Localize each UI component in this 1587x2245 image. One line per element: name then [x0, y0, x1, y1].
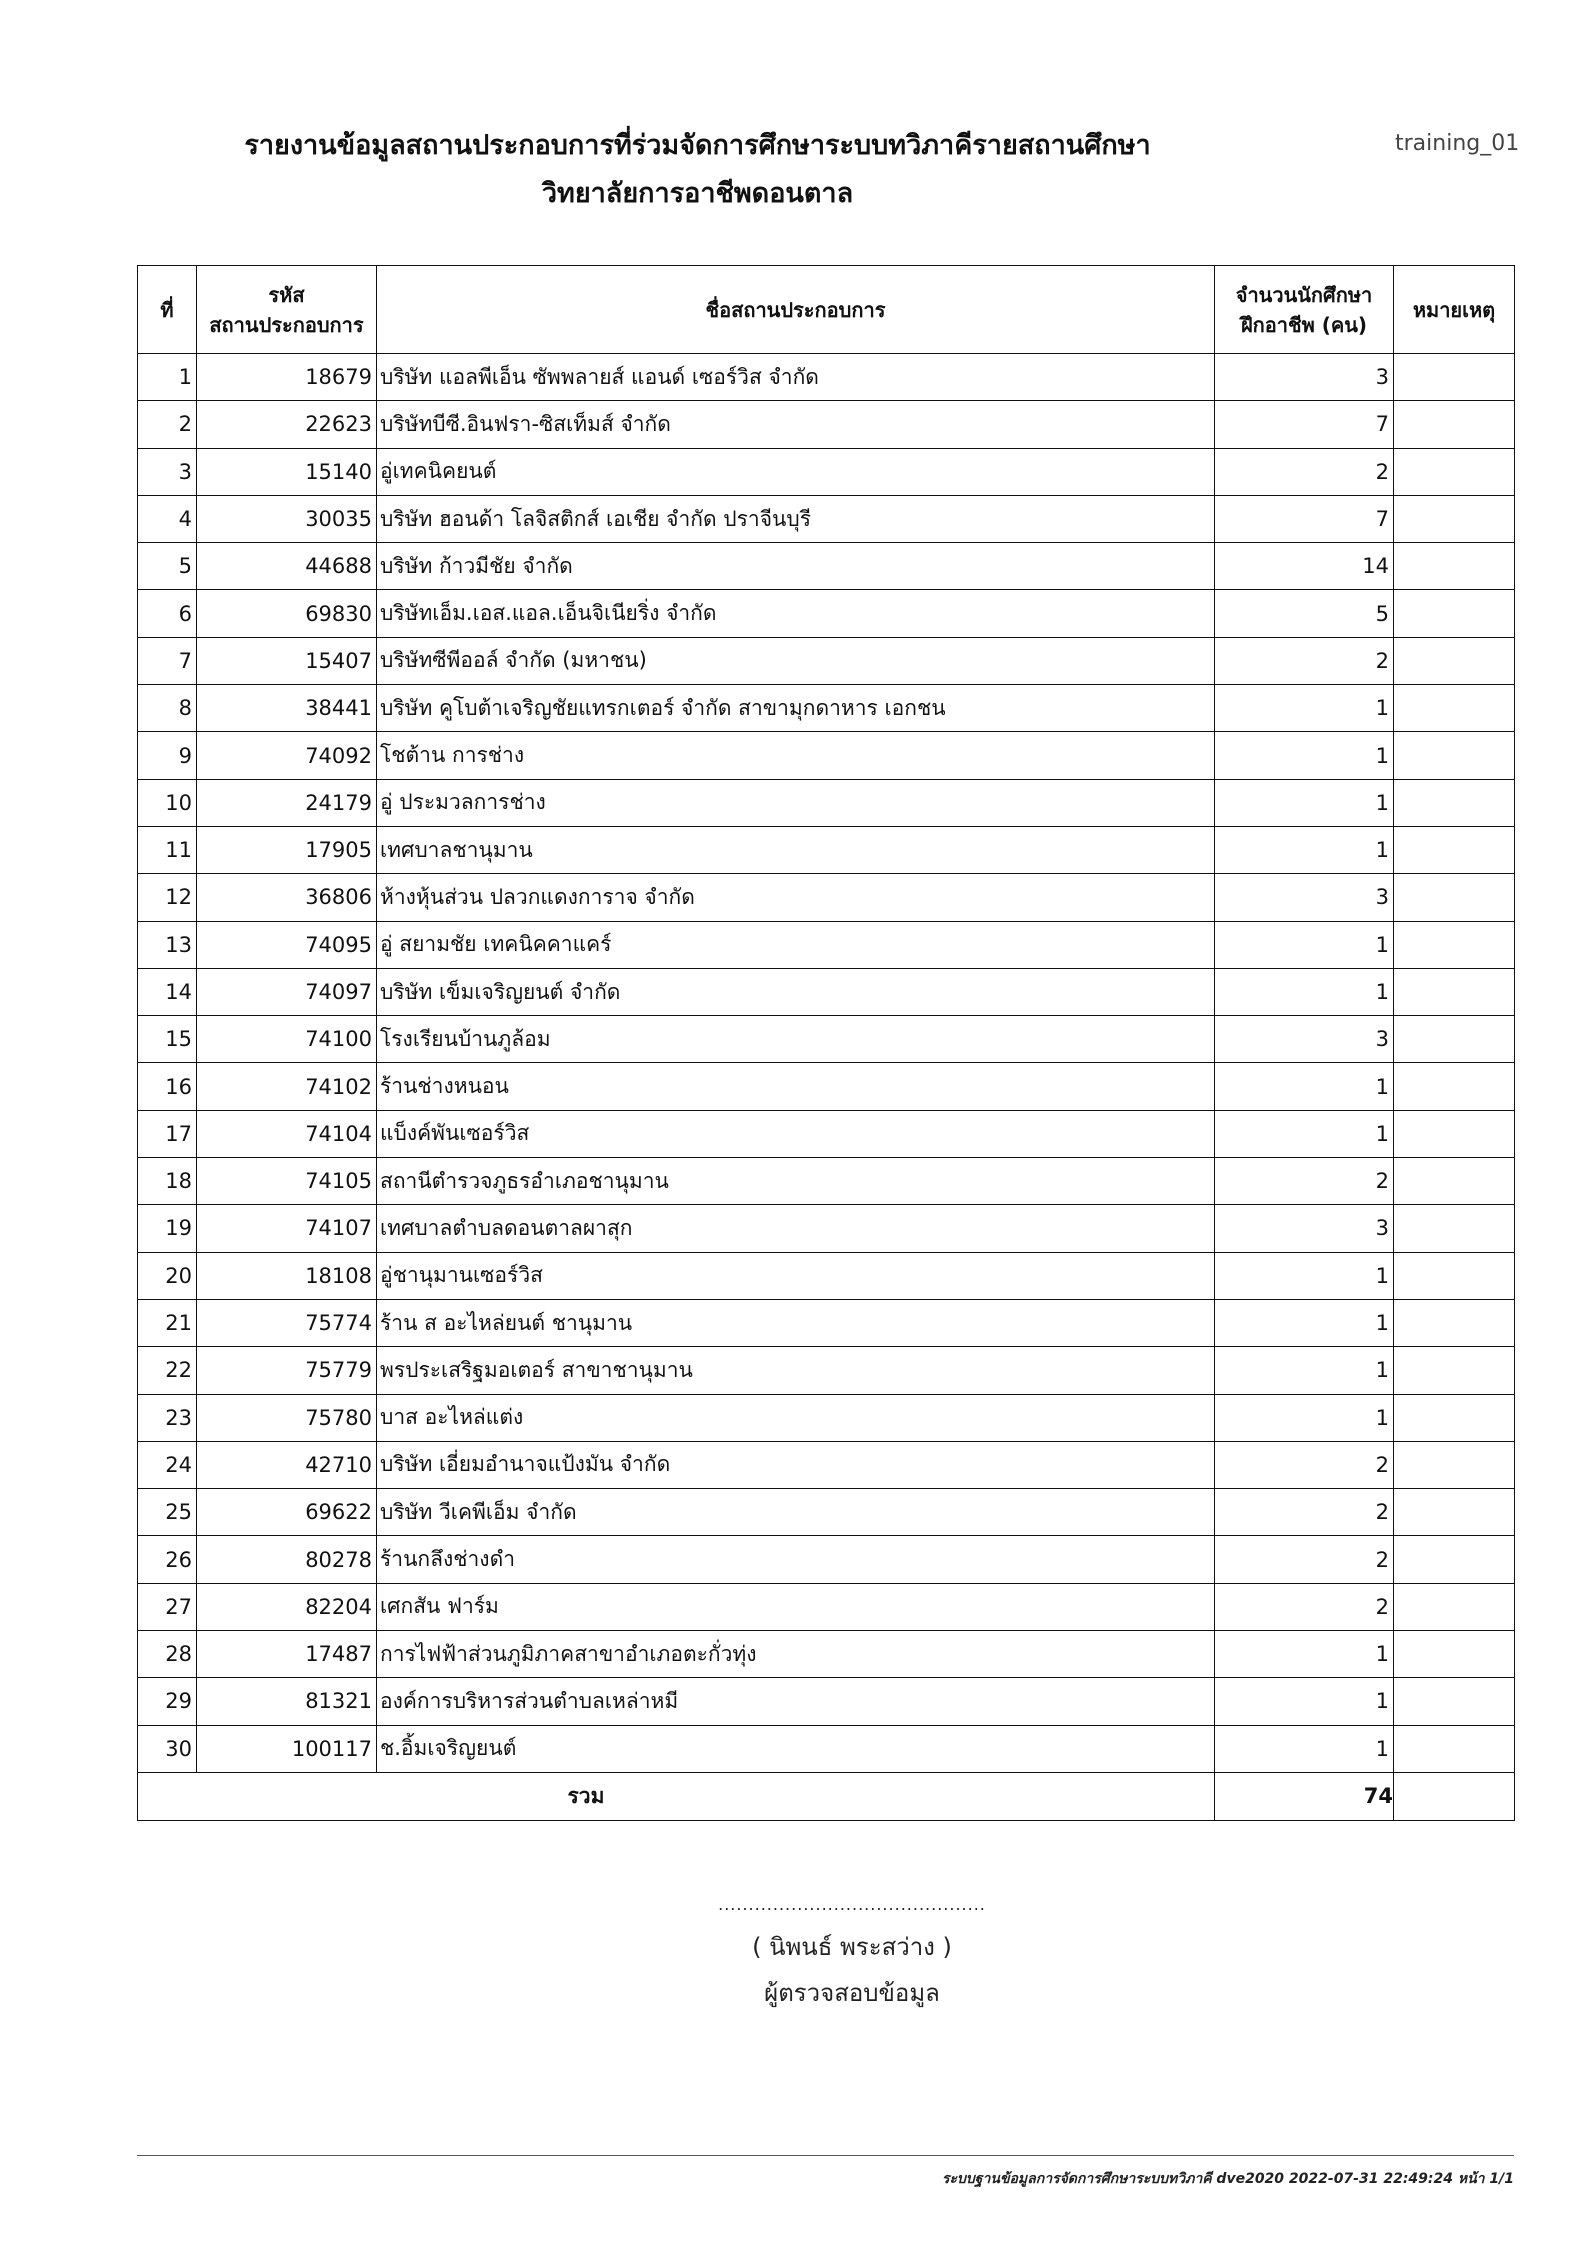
cell-code: 75779	[197, 1347, 377, 1394]
report-title	[0, 128, 1360, 212]
cell-name: บริษัทเอ็ม.เอส.แอล.เอ็นจิเนียริ่ง จำกัด	[377, 590, 1215, 637]
table-row	[138, 495, 1515, 542]
cell-code: 74100	[197, 1016, 377, 1063]
cell-count: 5	[1215, 590, 1394, 637]
cell-count: 7	[1215, 495, 1394, 542]
cell-code: 74107	[197, 1205, 377, 1252]
header-name: ชื่อสถานประกอบการ	[377, 266, 1215, 354]
table-row	[138, 590, 1515, 637]
table-row	[138, 921, 1515, 968]
header-code	[197, 266, 377, 354]
cell-name: สถานีตำรวจภูธรอำเภอชานุมาน	[377, 1158, 1215, 1205]
cell-no: 3	[138, 448, 197, 495]
cell-note	[1394, 1347, 1515, 1394]
cell-name: องค์การบริหารส่วนตำบลเหล่าหมี	[377, 1678, 1215, 1725]
cell-name: ช.อิ้มเจริญยนต์	[377, 1725, 1215, 1772]
cell-note	[1394, 401, 1515, 448]
cell-note	[1394, 1489, 1515, 1536]
cell-count: 2	[1215, 1536, 1394, 1583]
cell-name: อู่ ประมวลการช่าง	[377, 779, 1215, 826]
cell-count: 2	[1215, 1583, 1394, 1630]
table-row	[138, 1110, 1515, 1157]
header-note: หมายเหตุ	[1394, 266, 1515, 354]
cell-note	[1394, 1063, 1515, 1110]
cell-no: 14	[138, 968, 197, 1015]
cell-code: 44688	[197, 543, 377, 590]
cell-code: 80278	[197, 1536, 377, 1583]
cell-note	[1394, 1583, 1515, 1630]
cell-name: เศกสัน ฟาร์ม	[377, 1583, 1215, 1630]
table-row	[138, 1252, 1515, 1299]
cell-count: 1	[1215, 1063, 1394, 1110]
table-row	[138, 1536, 1515, 1583]
table-row	[138, 1016, 1515, 1063]
cell-count: 1	[1215, 1110, 1394, 1157]
cell-name: โรงเรียนบ้านภูล้อม	[377, 1016, 1215, 1063]
signature-line: ............................................	[718, 1895, 986, 1914]
cell-no: 20	[138, 1252, 197, 1299]
cell-name: พรประเสริฐมอเตอร์ สาขาชานุมาน	[377, 1347, 1215, 1394]
cell-no: 28	[138, 1631, 197, 1678]
establishments-table	[137, 265, 1515, 1821]
cell-name: ร้านกลึงช่างดำ	[377, 1536, 1215, 1583]
cell-name: ร้านช่างหนอน	[377, 1063, 1215, 1110]
cell-note	[1394, 1110, 1515, 1157]
cell-name: บริษัท เอี่ยมอำนาจแป้งมัน จำกัด	[377, 1441, 1215, 1488]
cell-count: 1	[1215, 921, 1394, 968]
cell-name: บริษัทบีซี.อินฟรา-ซิสเท็มส์ จำกัด	[377, 401, 1215, 448]
cell-code: 42710	[197, 1441, 377, 1488]
table-row	[138, 1489, 1515, 1536]
cell-note	[1394, 1441, 1515, 1488]
table-row	[138, 1347, 1515, 1394]
table-row	[138, 354, 1515, 401]
cell-no: 23	[138, 1394, 197, 1441]
cell-code: 24179	[197, 779, 377, 826]
table-row	[138, 1631, 1515, 1678]
cell-no: 27	[138, 1583, 197, 1630]
cell-count: 2	[1215, 1441, 1394, 1488]
cell-no: 24	[138, 1441, 197, 1488]
footer-divider	[137, 2155, 1514, 2156]
cell-code: 74097	[197, 968, 377, 1015]
cell-no: 4	[138, 495, 197, 542]
cell-name: บริษัท ก้าวมีชัย จำกัด	[377, 543, 1215, 590]
cell-count: 1	[1215, 685, 1394, 732]
report-title-line1: รายงานข้อมูลสถานประกอบการที่ร่วมจัดการศึกษาระบบทวิภาคีรายสถานศึกษา	[244, 130, 1151, 161]
cell-name: บริษัท คูโบต้าเจริญชัยแทรกเตอร์ จำกัด สาขามุกดาหาร เอกชน	[377, 685, 1215, 732]
cell-no: 13	[138, 921, 197, 968]
cell-count: 1	[1215, 1394, 1394, 1441]
cell-name: บริษัทซีพีออล์ จำกัด (มหาชน)	[377, 637, 1215, 684]
cell-note	[1394, 1678, 1515, 1725]
table-row	[138, 448, 1515, 495]
cell-count: 1	[1215, 1631, 1394, 1678]
cell-code: 22623	[197, 401, 377, 448]
cell-no: 8	[138, 685, 197, 732]
cell-name: บาส อะไหล่แต่ง	[377, 1394, 1215, 1441]
cell-code: 15407	[197, 637, 377, 684]
header-code-line1: รหัส	[268, 282, 305, 307]
cell-code: 81321	[197, 1678, 377, 1725]
cell-code: 74104	[197, 1110, 377, 1157]
table-row	[138, 826, 1515, 873]
cell-code: 74102	[197, 1063, 377, 1110]
table-row	[138, 1158, 1515, 1205]
cell-name: แบ็งค์พันเซอร์วิส	[377, 1110, 1215, 1157]
cell-count: 3	[1215, 354, 1394, 401]
total-note	[1394, 1772, 1515, 1820]
cell-count: 1	[1215, 1725, 1394, 1772]
table-row	[138, 401, 1515, 448]
cell-count: 1	[1215, 1678, 1394, 1725]
cell-note	[1394, 590, 1515, 637]
cell-count: 2	[1215, 448, 1394, 495]
cell-code: 18679	[197, 354, 377, 401]
cell-no: 5	[138, 543, 197, 590]
table-row	[138, 1394, 1515, 1441]
cell-count: 3	[1215, 1016, 1394, 1063]
cell-name: บริษัท วีเคพีเอ็ม จำกัด	[377, 1489, 1215, 1536]
cell-note	[1394, 354, 1515, 401]
signature-role: ผู้ตรวจสอบข้อมูล	[764, 1979, 940, 2007]
cell-no: 10	[138, 779, 197, 826]
cell-code: 17905	[197, 826, 377, 873]
cell-code: 18108	[197, 1252, 377, 1299]
cell-no: 9	[138, 732, 197, 779]
table-row	[138, 685, 1515, 732]
cell-name: บริษัท เข็มเจริญยนต์ จำกัด	[377, 968, 1215, 1015]
cell-name: บริษัท แอลพีเอ็น ซัพพลายส์ แอนด์ เซอร์วิส จำกัด	[377, 354, 1215, 401]
cell-no: 11	[138, 826, 197, 873]
signature-block	[712, 1895, 992, 2011]
cell-name: เทศบาลตำบลดอนตาลผาสุก	[377, 1205, 1215, 1252]
cell-code: 74095	[197, 921, 377, 968]
cell-no: 12	[138, 874, 197, 921]
cell-no: 30	[138, 1725, 197, 1772]
cell-note	[1394, 921, 1515, 968]
cell-note	[1394, 1158, 1515, 1205]
cell-note	[1394, 495, 1515, 542]
cell-code: 17487	[197, 1631, 377, 1678]
table-row	[138, 1299, 1515, 1346]
cell-code: 36806	[197, 874, 377, 921]
cell-count: 7	[1215, 401, 1394, 448]
cell-no: 17	[138, 1110, 197, 1157]
cell-name: อู่ชานุมานเซอร์วิส	[377, 1252, 1215, 1299]
cell-note	[1394, 1536, 1515, 1583]
cell-code: 82204	[197, 1583, 377, 1630]
cell-name: การไฟฟ้าส่วนภูมิภาคสาขาอำเภอตะกั่วทุ่ง	[377, 1631, 1215, 1678]
cell-code: 100117	[197, 1725, 377, 1772]
cell-name: บริษัท ฮอนด้า โลจิสติกส์ เอเชีย จำกัด ปราจีนบุรี	[377, 495, 1215, 542]
cell-no: 25	[138, 1489, 197, 1536]
header-code-line2: สถานประกอบการ	[209, 312, 364, 337]
cell-count: 1	[1215, 779, 1394, 826]
cell-note	[1394, 1394, 1515, 1441]
header-no: ที่	[138, 266, 197, 354]
table-row	[138, 732, 1515, 779]
cell-note	[1394, 1252, 1515, 1299]
cell-no: 7	[138, 637, 197, 684]
cell-code: 69622	[197, 1489, 377, 1536]
cell-count: 2	[1215, 1158, 1394, 1205]
cell-count: 14	[1215, 543, 1394, 590]
cell-code: 15140	[197, 448, 377, 495]
total-count: 74	[1215, 1772, 1394, 1820]
cell-no: 18	[138, 1158, 197, 1205]
cell-no: 15	[138, 1016, 197, 1063]
cell-note	[1394, 543, 1515, 590]
cell-count: 1	[1215, 826, 1394, 873]
cell-code: 30035	[197, 495, 377, 542]
cell-name: อู่เทคนิคยนต์	[377, 448, 1215, 495]
cell-no: 26	[138, 1536, 197, 1583]
cell-code: 74105	[197, 1158, 377, 1205]
cell-code: 38441	[197, 685, 377, 732]
cell-note	[1394, 874, 1515, 921]
table-row	[138, 1441, 1515, 1488]
table-row	[138, 1583, 1515, 1630]
cell-name: โชต้าน การช่าง	[377, 732, 1215, 779]
cell-count: 2	[1215, 637, 1394, 684]
cell-count: 1	[1215, 1347, 1394, 1394]
cell-code: 75774	[197, 1299, 377, 1346]
header-count	[1215, 266, 1394, 354]
header-count-line1: จำนวนนักศึกษา	[1235, 282, 1373, 307]
cell-note	[1394, 732, 1515, 779]
total-label: รวม	[138, 1772, 1215, 1820]
cell-name: เทศบาลชานุมาน	[377, 826, 1215, 873]
cell-no: 21	[138, 1299, 197, 1346]
cell-no: 29	[138, 1678, 197, 1725]
cell-code: 74092	[197, 732, 377, 779]
cell-no: 6	[138, 590, 197, 637]
cell-name: ร้าน ส อะไหล่ยนต์ ชานุมาน	[377, 1299, 1215, 1346]
cell-count: 1	[1215, 1299, 1394, 1346]
table-row	[138, 1063, 1515, 1110]
cell-count: 1	[1215, 968, 1394, 1015]
cell-count: 1	[1215, 732, 1394, 779]
table-row	[138, 543, 1515, 590]
cell-note	[1394, 1205, 1515, 1252]
cell-note	[1394, 448, 1515, 495]
table-row	[138, 1725, 1515, 1772]
cell-note	[1394, 968, 1515, 1015]
cell-note	[1394, 1016, 1515, 1063]
report-title-line2: วิทยาลัยการอาชีพดอนตาล	[541, 178, 854, 209]
footer-text: ระบบฐานข้อมูลการจัดการศึกษาระบบทวิภาคี dve2020 2022-07-31 22:49:24 หน้า 1/1	[941, 2171, 1514, 2187]
table-row	[138, 779, 1515, 826]
cell-note	[1394, 1299, 1515, 1346]
cell-no: 1	[138, 354, 197, 401]
total-row	[138, 1772, 1515, 1820]
cell-count: 1	[1215, 1252, 1394, 1299]
cell-note	[1394, 637, 1515, 684]
signature-name: ( นิพนธ์ พระสว่าง )	[752, 1933, 952, 1961]
table-row	[138, 968, 1515, 1015]
table-row	[138, 637, 1515, 684]
cell-name: อู่ สยามชัย เทคนิคคาแคร์	[377, 921, 1215, 968]
table-header-row	[138, 266, 1515, 354]
table-row	[138, 1205, 1515, 1252]
cell-code: 69830	[197, 590, 377, 637]
cell-name: ห้างหุ้นส่วน ปลวกแดงการาจ จำกัด	[377, 874, 1215, 921]
cell-count: 2	[1215, 1489, 1394, 1536]
cell-count: 3	[1215, 1205, 1394, 1252]
table-row	[138, 1678, 1515, 1725]
cell-note	[1394, 779, 1515, 826]
table-row	[138, 874, 1515, 921]
cell-count: 3	[1215, 874, 1394, 921]
cell-note	[1394, 1725, 1515, 1772]
cell-no: 22	[138, 1347, 197, 1394]
table-body	[138, 354, 1515, 1773]
cell-no: 2	[138, 401, 197, 448]
cell-code: 75780	[197, 1394, 377, 1441]
cell-note	[1394, 826, 1515, 873]
cell-note	[1394, 685, 1515, 732]
cell-note	[1394, 1631, 1515, 1678]
cell-no: 19	[138, 1205, 197, 1252]
header-count-line2: ฝึกอาชีพ (คน)	[1240, 312, 1368, 337]
document-code: training_01	[1395, 131, 1520, 156]
cell-no: 16	[138, 1063, 197, 1110]
